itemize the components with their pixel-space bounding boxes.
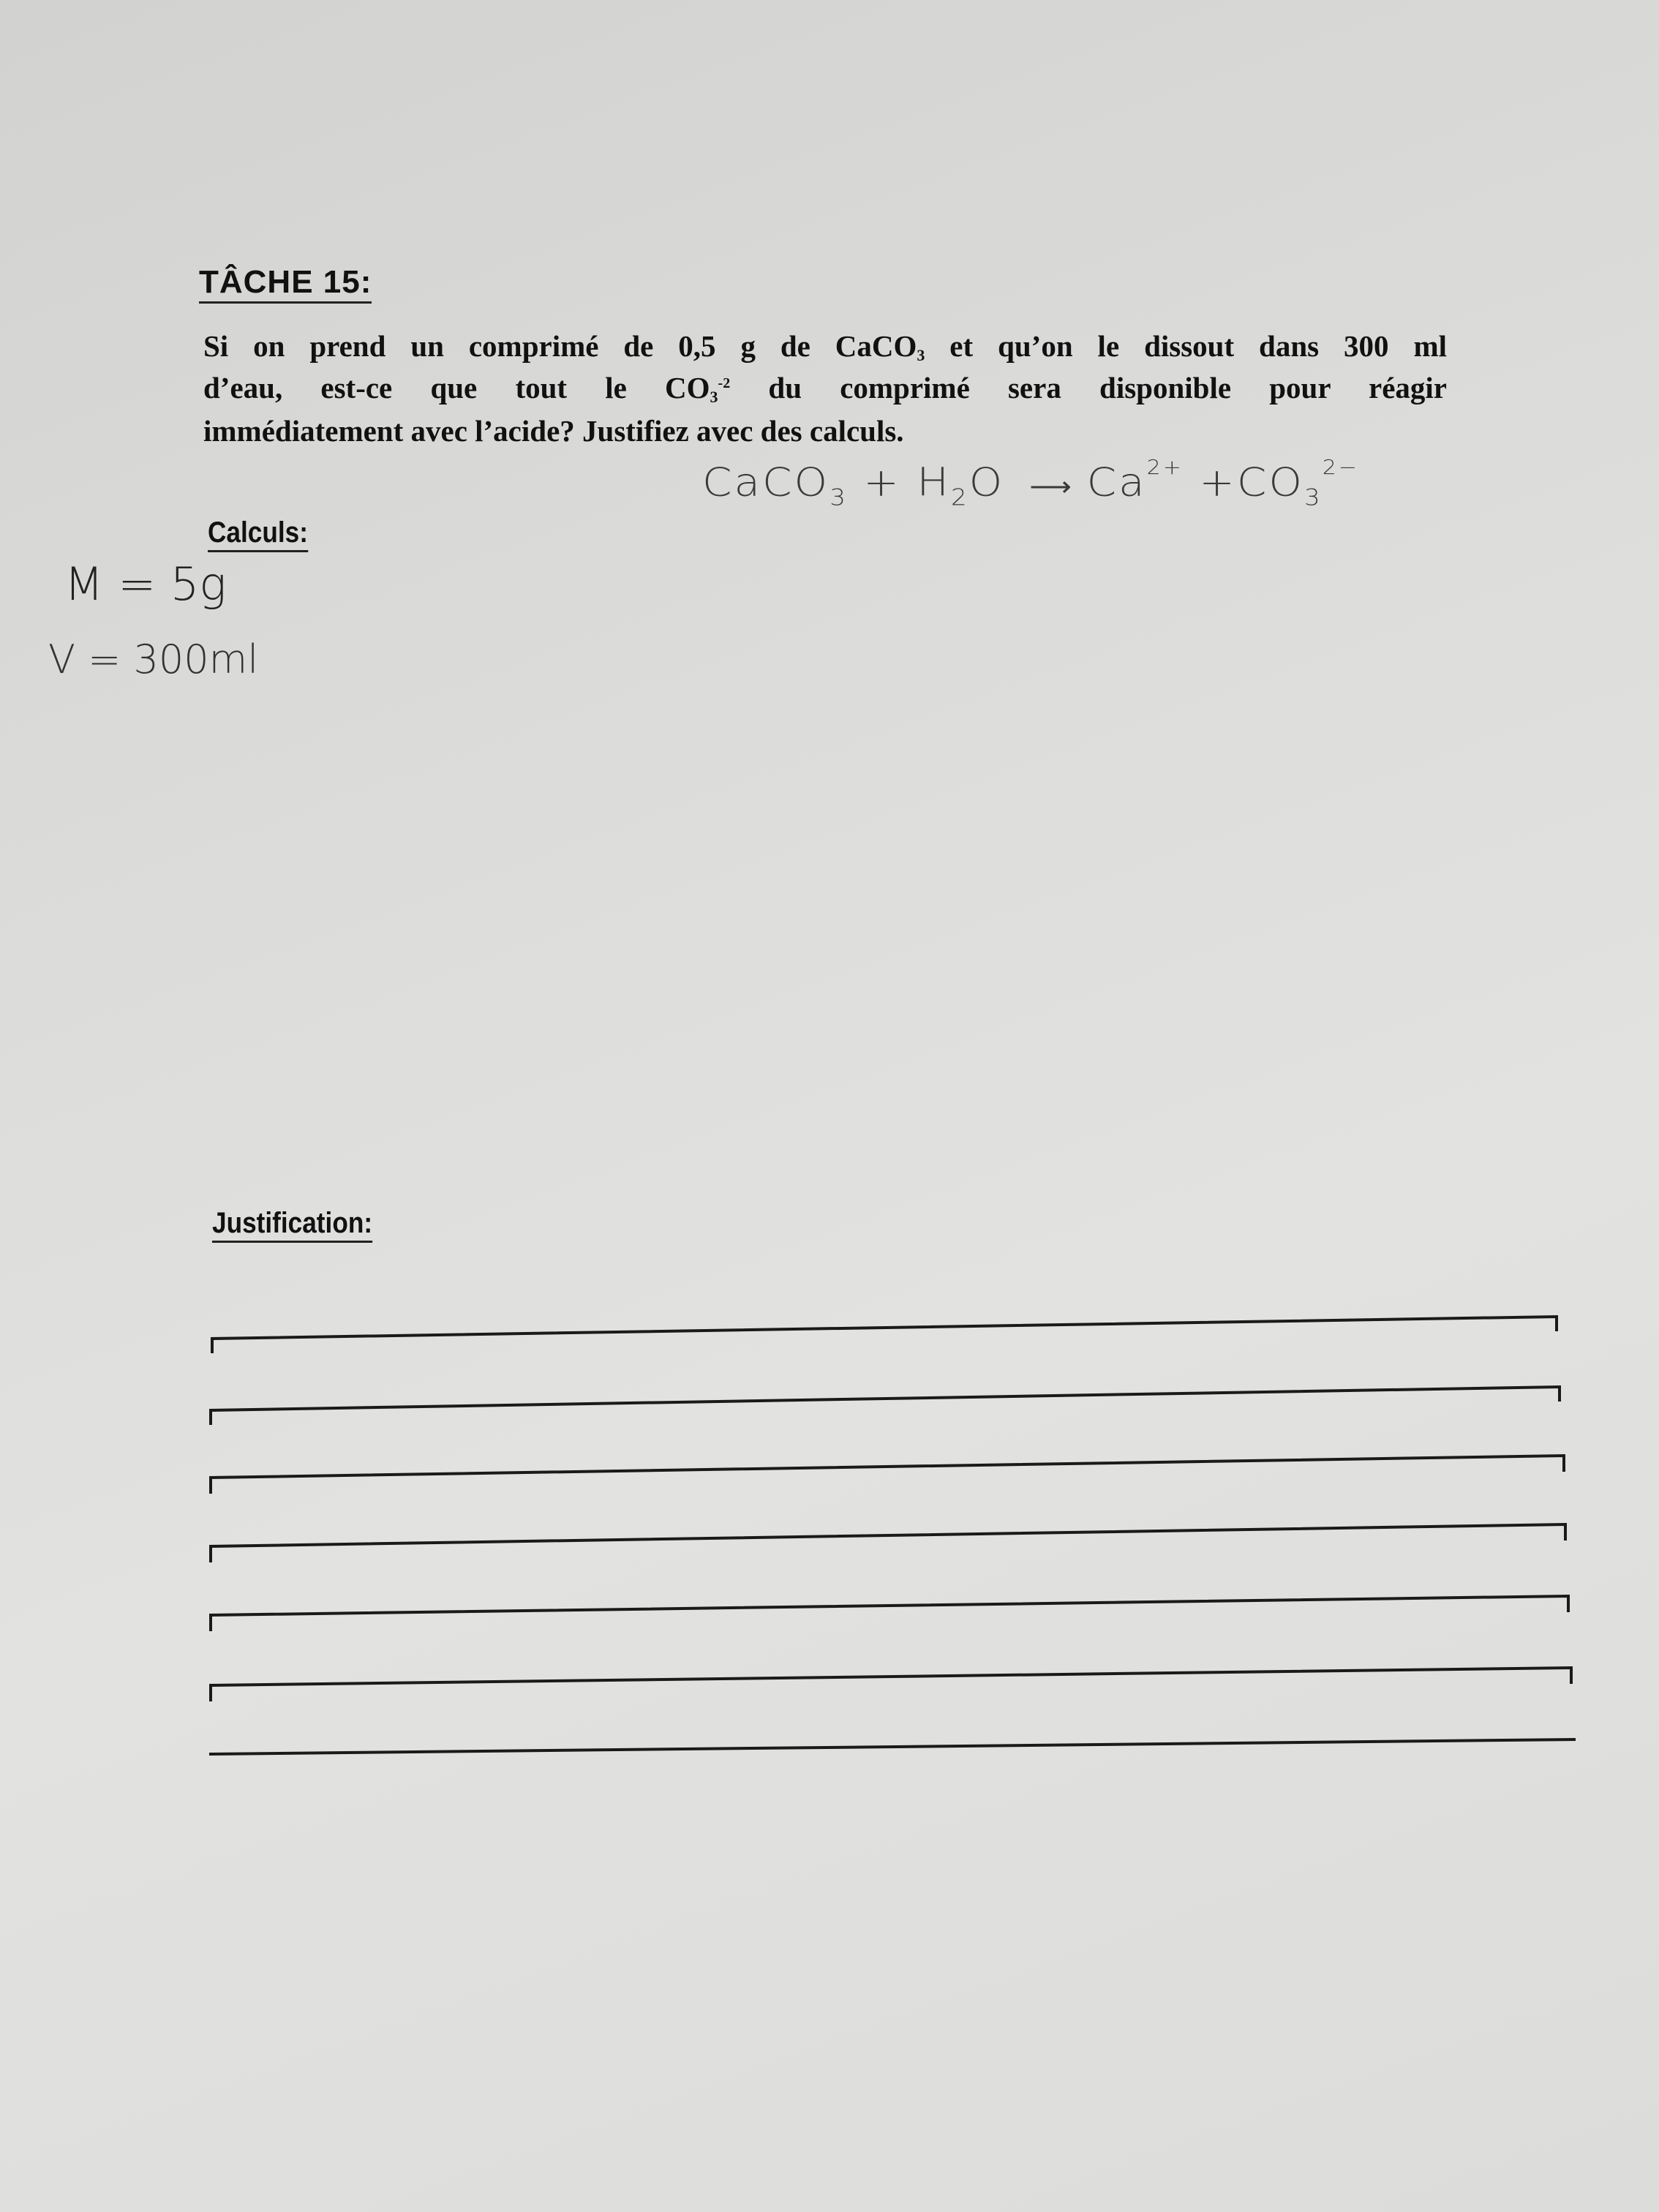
question-line-3: immédiatement avec l’acide? Justifiez avec des calculs. bbox=[203, 414, 904, 448]
answer-line-2 bbox=[211, 1387, 1560, 1425]
handwritten-mass: M = 5g bbox=[64, 557, 227, 611]
answer-line-3 bbox=[211, 1456, 1564, 1494]
handwritten-equation: CaCO$_3$ + $H_2O$ ⟶ $Ca^{2+} +CO_3^{2-}$ bbox=[702, 456, 1359, 511]
handwritten-volume: V = 300ml bbox=[48, 636, 259, 682]
question-line-1: Si on prend un comprimé de 0,5 g de CaCO3 et qu’on le dissout dans 300 ml bbox=[203, 329, 1447, 364]
calculs-label: Calculs: bbox=[208, 516, 308, 552]
justification-label: Justification: bbox=[212, 1207, 372, 1243]
answer-line-7 bbox=[209, 1739, 1576, 1754]
answer-line-6 bbox=[211, 1668, 1571, 1701]
answer-line-1 bbox=[212, 1317, 1557, 1353]
answer-line-4 bbox=[211, 1524, 1565, 1562]
task-title: TÂCHE 15: bbox=[199, 265, 372, 304]
question-line-2: d’eau, est-ce que tout le $CO3^{-2}$ du comprimé sera disponible pour réagir bbox=[203, 371, 1447, 406]
answer-line-5 bbox=[211, 1596, 1568, 1631]
